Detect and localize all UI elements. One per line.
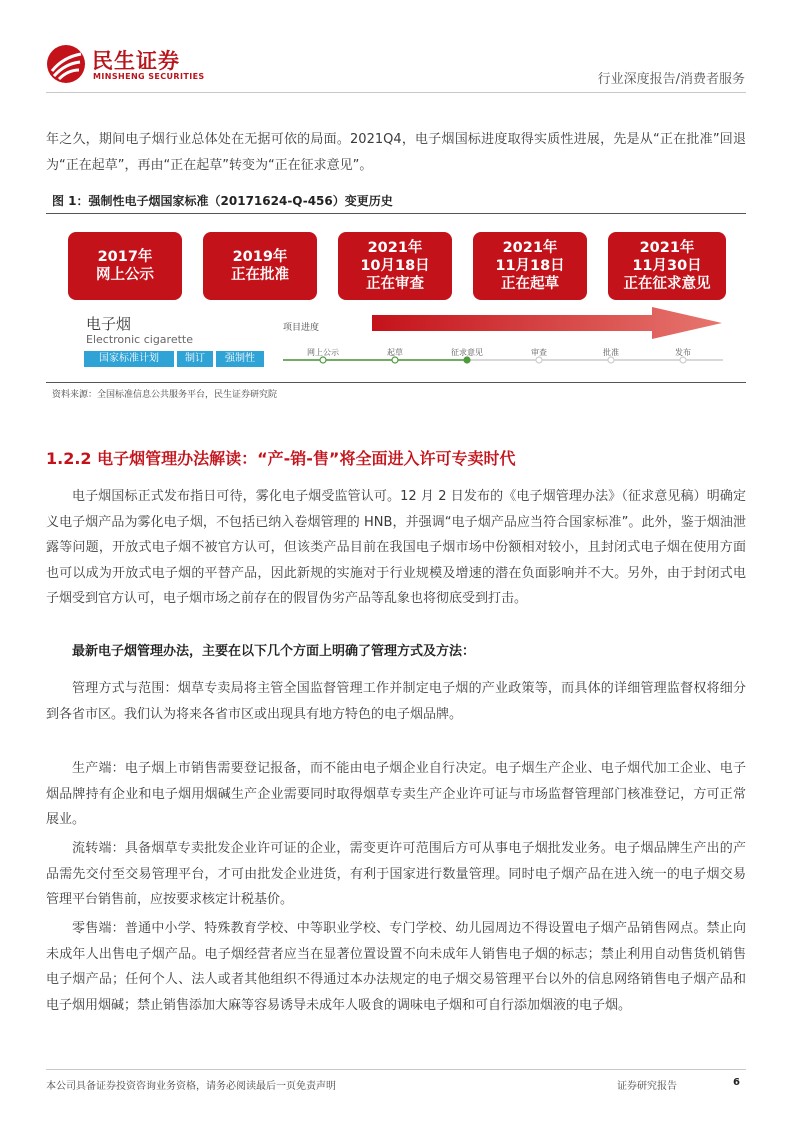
milestone-line: 正在批准 <box>231 267 289 283</box>
standard-tag: 国家标准计划 <box>84 351 174 367</box>
header-divider <box>46 92 746 93</box>
bold-lead: 最新电子烟管理办法，主要在以下几个方面上明确了管理方式及方法： <box>72 644 476 659</box>
body-paragraph: 零售端：普通中小学、特殊教育学校、中等职业学校、专门学校、幼儿园周边不得设置电子烟产品销售网点。禁止向未成年人出售电子烟产品。电子烟经营者应当在显著位置设置不向未成年人销售电子烟的标志；禁止利用自动售货机销售电子烟产品；任何个人、法人或者其他组织不得通过本办法规定的电子烟交易管理平台以外的信息网络销售电子烟产品和电子烟用烟碱；禁止销售添加大麻等容易诱导未成年人吸食的调味电子烟和可自行添加烟液的电子烟。 <box>46 921 746 1013</box>
stage-label: 网上公示 <box>307 348 339 357</box>
progress-label: 项目进度 <box>283 323 320 333</box>
body-paragraph: 流转端：具备烟草专卖批发企业许可证的企业，需变更许可范围后方可从事电子烟批发业务。电子烟品牌生产出的产品需先交付至交易管理平台，才可由批发企业进货，有利于国家进行数量管理。同时电子烟产品在进入统一的电子烟交易管理平台销售前，应按要求核定计税基价。 <box>46 841 746 907</box>
product-name-en: Electronic cigarette <box>86 333 193 346</box>
footer-disclaimer: 本公司具备证券投资咨询业务资格，请务必阅读最后一页免责声明 <box>46 1081 336 1092</box>
report-category: 行业深度报告/消费者服务 <box>597 72 745 87</box>
figure-title: 图 1：强制性电子烟国家标准（20171624-Q-456）变更历史 <box>52 194 393 208</box>
stage-label: 发布 <box>675 348 691 357</box>
milestone-line: 正在审查 <box>366 276 424 292</box>
milestone-line: 11月30日 <box>632 258 702 274</box>
milestone-line: 2021年 <box>639 240 695 256</box>
milestone-card <box>203 232 317 300</box>
milestone-line: 2017年 <box>97 249 153 265</box>
standard-tag: 制订 <box>177 351 213 367</box>
milestone-line: 正在征求意见 <box>623 276 711 292</box>
footer-doc-type: 证券研究报告 <box>617 1081 677 1092</box>
figure-top-rule <box>46 213 746 214</box>
body-paragraph <box>46 639 746 665</box>
stage-label: 征求意见 <box>451 348 483 357</box>
milestone-line: 网上公示 <box>96 267 154 283</box>
milestone-card <box>338 232 452 300</box>
milestone-card <box>608 232 726 300</box>
progress-track <box>283 350 723 364</box>
milestone-line: 10月18日 <box>360 258 430 274</box>
progress-arrow-icon <box>372 307 722 339</box>
intro-paragraph: 年之久，期间电子烟行业总体处在无据可依的局面。2021Q4，电子烟国标进度取得实质性进展，先是从“正在批准”回退为“正在起草”，再由“正在起草”转变为“正在征求意见”。 <box>46 132 746 173</box>
milestone-line: 11月18日 <box>495 258 565 274</box>
milestone-line: 2021年 <box>502 240 558 256</box>
milestone-line: 正在起草 <box>501 276 559 292</box>
stage-label: 审查 <box>531 348 547 357</box>
logo-chinese-name: 民生证券 <box>92 49 180 73</box>
milestone-line: 2021年 <box>367 240 423 256</box>
milestone-card <box>473 232 587 300</box>
body-paragraph: 电子烟国标正式发布指日可待，雾化电子烟受监管认可。12 月 2 日发布的《电子烟管理办法》（征求意见稿）明确定义电子烟产品为雾化电子烟，不包括已纳入卷烟管理的 HNB，并强调“电子烟产品应当符合国家标准”。此外，鉴于烟油泄露等问题，开放式电子烟不被官方认可，但该类产品目前在我国电子烟市场中份额相对较小，且封闭式电子烟在使用方面也可以成为开放式电子烟的平替产品，因此新规的实施对于行业规模及增速的潜在负面影响并不大。另外，由于封闭式电子烟受到官方认可，电子烟市场之前存在的假冒伪劣产品等乱象也将彻底受到打击。 <box>46 489 746 606</box>
milestone-card <box>68 232 182 300</box>
figure-source: 资料来源：全国标准信息公共服务平台，民生证券研究院 <box>52 390 278 400</box>
body-paragraph: 管理方式与范围：烟草专卖局将主管全国监督管理工作并制定电子烟的产业政策等，而具体的详细管理监督权将细分到各省市区。我们认为将来各省市区或出现具有地方特色的电子烟品牌。 <box>46 681 746 722</box>
stage-label: 批准 <box>603 348 619 357</box>
footer-divider <box>46 1069 746 1070</box>
product-name-cn: 电子烟 <box>86 315 132 333</box>
minsheng-logo-icon <box>46 44 86 84</box>
body-paragraph: 生产端：电子烟上市销售需要登记报备，而不能由电子烟企业自行决定。电子烟生产企业、电子烟代加工企业、电子烟品牌持有企业和电子烟用烟碱生产企业需要同时取得烟草专卖生产企业许可证与市场监督管理部门核准登记，方可正常展业。 <box>46 761 746 827</box>
figure-bottom-rule <box>46 382 746 383</box>
section-heading: 1.2.2 电子烟管理办法解读：“产-销-售”将全面进入许可专卖时代 <box>46 449 516 468</box>
standard-tag: 强制性 <box>216 351 264 367</box>
milestone-line: 2019年 <box>232 249 288 265</box>
logo-english-name: MINSHENG SECURITIES <box>93 72 205 81</box>
stage-label: 起草 <box>387 348 403 357</box>
page-number: 6 <box>733 1077 740 1088</box>
